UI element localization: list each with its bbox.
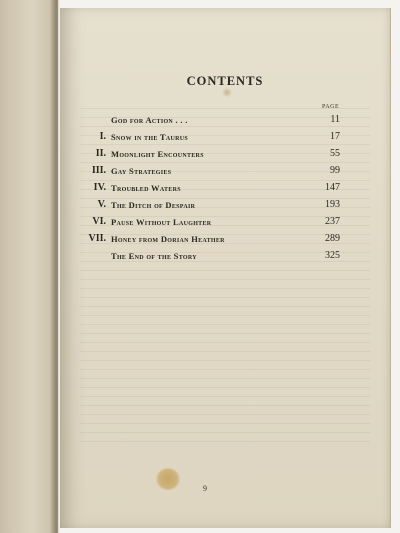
toc-entry — [70, 165, 340, 182]
page-gutter — [50, 0, 60, 533]
chapter-page: 193 — [325, 199, 340, 210]
chapter-number: II. — [95, 148, 106, 159]
chapter-page: 99 — [330, 165, 340, 176]
paper-stain — [222, 88, 232, 97]
toc-entry — [70, 199, 340, 216]
chapter-title: Moonlight Encounters — [111, 149, 204, 159]
chapter-number: VII. — [88, 233, 106, 244]
chapter-title: Troubled Waters — [111, 183, 181, 193]
chapter-page: 237 — [325, 216, 340, 227]
toc-entry — [70, 114, 340, 131]
chapter-number: I. — [99, 131, 106, 142]
chapter-title: God for Action . . . — [111, 115, 188, 125]
chapter-page: 289 — [325, 233, 340, 244]
chapter-title: Gay Strategies — [111, 166, 172, 176]
chapter-title: Snow in the Taurus — [111, 132, 189, 142]
toc-entry — [70, 182, 340, 199]
toc-entry — [70, 148, 340, 165]
chapter-page: 55 — [330, 148, 340, 159]
chapter-number: III. — [91, 165, 106, 176]
toc-entry — [70, 131, 340, 148]
chapter-page: 325 — [325, 250, 340, 261]
chapter-page: 17 — [330, 131, 340, 142]
chapter-number: IV. — [93, 182, 106, 193]
chapter-page: 11 — [330, 114, 340, 125]
chapter-number: VI. — [92, 216, 106, 227]
chapter-title: Pause Without Laughter — [111, 217, 212, 227]
chapter-title: The Ditch of Despair — [111, 200, 196, 210]
contents-page — [60, 8, 391, 528]
toc-entry — [70, 233, 340, 250]
contents-list — [70, 114, 340, 267]
toc-entry — [70, 250, 340, 267]
page-column-heading: PAGE — [322, 104, 340, 110]
toc-entry — [70, 216, 340, 233]
contents-title: CONTENTS — [186, 74, 264, 88]
chapter-title: The End of the Story — [111, 251, 197, 261]
page-number: 9 — [203, 484, 207, 493]
chapter-number: V. — [97, 199, 106, 210]
chapter-page: 147 — [325, 182, 340, 193]
chapter-title: Honey from Dorian Heather — [111, 234, 225, 244]
